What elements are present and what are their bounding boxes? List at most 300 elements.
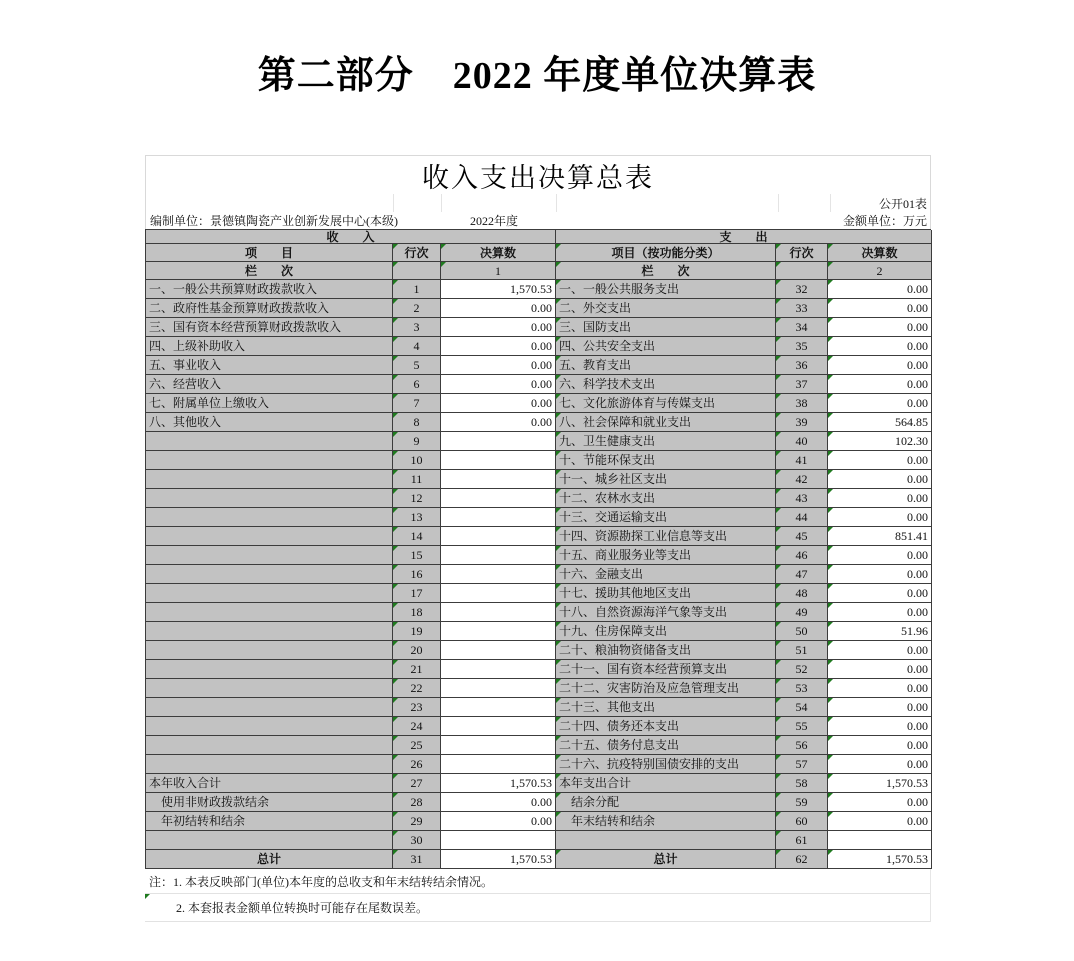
expense-rowno-cell bbox=[776, 337, 828, 356]
green-corner-icon bbox=[556, 299, 561, 304]
income-rowno-cell bbox=[393, 698, 441, 717]
income-amount-cell bbox=[441, 850, 556, 869]
green-corner-icon bbox=[393, 565, 398, 570]
green-corner-icon bbox=[393, 850, 398, 855]
expense-amount-cell bbox=[828, 850, 932, 869]
expense-amount-cell-text: 1,570.53 bbox=[886, 776, 928, 790]
green-corner-icon bbox=[556, 850, 561, 855]
expense-item-cell-text: 七、文化旅游体育与传媒支出 bbox=[559, 396, 716, 410]
green-corner-icon bbox=[828, 603, 833, 608]
green-corner-icon bbox=[776, 717, 781, 722]
grid-line bbox=[393, 194, 394, 212]
green-corner-icon bbox=[776, 641, 781, 646]
expense-item-cell-text: 总计 bbox=[653, 852, 678, 866]
income-item-cell-text: 一、一般公共预算财政拨款收入 bbox=[149, 282, 318, 296]
income-amount-cell bbox=[441, 793, 556, 812]
green-corner-icon bbox=[556, 641, 561, 646]
expense-item-cell bbox=[556, 622, 776, 641]
expense-lanci-header bbox=[556, 262, 776, 280]
green-corner-icon bbox=[393, 793, 398, 798]
income-rowno-cell bbox=[393, 565, 441, 584]
expense-item-cell-text: 六、科学技术支出 bbox=[559, 377, 656, 391]
expense-rowno-cell bbox=[776, 299, 828, 318]
income-amount-cell-text: 0.00 bbox=[531, 415, 552, 429]
income-rowno-cell-text: 22 bbox=[410, 681, 423, 695]
expense-rowno-cell bbox=[776, 774, 828, 793]
green-corner-icon bbox=[441, 262, 446, 267]
income-item-cell-text: 三、国有资本经营预算财政拨款收入 bbox=[149, 320, 342, 334]
green-corner-icon bbox=[393, 546, 398, 551]
expense-rowno-cell-text: 37 bbox=[795, 377, 808, 391]
expense-amount-cell-text: 0.00 bbox=[907, 396, 928, 410]
income-rowno-cell-text: 17 bbox=[410, 586, 423, 600]
expense-rowno-cell-text: 43 bbox=[795, 491, 808, 505]
expense-item-cell-text: 十五、商业服务业等支出 bbox=[559, 548, 692, 562]
expense-item-cell bbox=[556, 356, 776, 375]
expense-item-cell-text: 五、教育支出 bbox=[559, 358, 632, 372]
expense-rowno-cell bbox=[776, 736, 828, 755]
expense-item-cell-text: 十九、住房保障支出 bbox=[559, 624, 668, 638]
income-amount-cell bbox=[441, 451, 556, 470]
expense-rowno-cell-text: 56 bbox=[795, 738, 808, 752]
income-item-header bbox=[146, 244, 393, 262]
expense-rowno-cell-text: 40 bbox=[795, 434, 808, 448]
green-corner-icon bbox=[556, 793, 561, 798]
green-corner-icon bbox=[828, 318, 833, 323]
expense-item-cell bbox=[556, 375, 776, 394]
expense-rowno-header-label: 行次 bbox=[789, 245, 814, 260]
expense-rowno-cell-text: 61 bbox=[795, 833, 808, 847]
income-rowno-cell bbox=[393, 793, 441, 812]
expense-item-cell-text: 二十二、灾害防治及应急管理支出 bbox=[559, 681, 740, 695]
expense-amount-cell-text: 564.85 bbox=[895, 415, 928, 429]
expense-amount-cell bbox=[828, 793, 932, 812]
expense-rowno-cell bbox=[776, 850, 828, 869]
expense-amount-cell-text: 0.00 bbox=[907, 700, 928, 714]
expense-rowno-cell bbox=[776, 280, 828, 299]
expense-amount-cell bbox=[828, 432, 932, 451]
table-notes bbox=[145, 869, 931, 922]
expense-amount-cell bbox=[828, 774, 932, 793]
income-rowno-cell bbox=[393, 394, 441, 413]
income-rowno-cell-text: 19 bbox=[410, 624, 423, 638]
green-corner-icon bbox=[776, 660, 781, 665]
income-item-cell bbox=[146, 641, 393, 660]
green-corner-icon bbox=[556, 622, 561, 627]
income-item-cell bbox=[146, 774, 393, 793]
income-rowno-cell bbox=[393, 546, 441, 565]
green-corner-icon bbox=[556, 812, 561, 817]
green-corner-icon bbox=[828, 717, 833, 722]
expense-amount-cell-text: 0.00 bbox=[907, 795, 928, 809]
expense-rowno-cell bbox=[776, 489, 828, 508]
green-corner-icon bbox=[393, 508, 398, 513]
expense-item-cell bbox=[556, 413, 776, 432]
green-corner-icon bbox=[828, 375, 833, 380]
expense-rowno-cell-text: 32 bbox=[795, 282, 808, 296]
income-item-cell bbox=[146, 470, 393, 489]
expense-amount-cell bbox=[828, 717, 932, 736]
expense-item-cell bbox=[556, 394, 776, 413]
income-item-cell bbox=[146, 375, 393, 394]
green-corner-icon bbox=[393, 432, 398, 437]
expense-amount-cell-text: 0.00 bbox=[907, 567, 928, 581]
expense-amount-header-label: 决算数 bbox=[861, 245, 898, 260]
table-prehead bbox=[145, 155, 931, 229]
income-lanci-header bbox=[146, 262, 393, 280]
green-corner-icon bbox=[828, 432, 833, 437]
green-corner-icon bbox=[556, 736, 561, 741]
expense-amount-cell bbox=[828, 375, 932, 394]
green-corner-icon bbox=[828, 755, 833, 760]
green-corner-icon bbox=[776, 299, 781, 304]
income-rowno-cell-text: 25 bbox=[410, 738, 423, 752]
income-amount-cell bbox=[441, 489, 556, 508]
income-rowno-cell-text: 11 bbox=[410, 472, 423, 486]
green-corner-icon bbox=[828, 774, 833, 779]
expense-item-cell bbox=[556, 717, 776, 736]
expense-rowno-cell bbox=[776, 318, 828, 337]
income-rowno-cell bbox=[393, 432, 441, 451]
expense-amount-cell-text: 0.00 bbox=[907, 510, 928, 524]
income-rowno-cell bbox=[393, 736, 441, 755]
expense-item-cell-text: 十七、援助其他地区支出 bbox=[559, 586, 692, 600]
expense-amount-cell bbox=[828, 584, 932, 603]
expense-rowno-cell-text: 45 bbox=[795, 529, 808, 543]
green-corner-icon bbox=[828, 413, 833, 418]
expense-amount-cell-text: 0.00 bbox=[907, 282, 928, 296]
expense-rowno-cell-text: 54 bbox=[795, 700, 808, 714]
note-text: 2. 本套报表金额单位转换时可能存在尾数误差。 bbox=[176, 901, 429, 915]
green-corner-icon bbox=[393, 755, 398, 760]
expense-rowno-cell bbox=[776, 527, 828, 546]
expense-item-cell-text: 二十六、抗疫特别国债安排的支出 bbox=[559, 757, 740, 771]
green-corner-icon bbox=[828, 244, 833, 249]
income-amount-cell bbox=[441, 812, 556, 831]
note-text: 注：1. 本表反映部门(单位)本年度的总收支和年末结转结余情况。 bbox=[149, 874, 493, 889]
income-rowno-cell-text: 18 bbox=[410, 605, 423, 619]
green-corner-icon bbox=[776, 812, 781, 817]
expense-rowno-cell bbox=[776, 546, 828, 565]
income-rowno-cell-text: 15 bbox=[410, 548, 423, 562]
expense-rowno-cell bbox=[776, 603, 828, 622]
expense-rowno-cell bbox=[776, 508, 828, 527]
green-corner-icon bbox=[556, 774, 561, 779]
green-corner-icon bbox=[393, 299, 398, 304]
expense-rowno-cell bbox=[776, 375, 828, 394]
green-corner-icon bbox=[776, 622, 781, 627]
income-item-cell bbox=[146, 451, 393, 470]
income-col-index-cell bbox=[441, 262, 556, 280]
income-item-cell bbox=[146, 280, 393, 299]
expense-item-cell bbox=[556, 850, 776, 869]
fiscal-year: 2022年度 bbox=[470, 214, 519, 228]
income-item-cell-text: 使用非财政拨款结余 bbox=[161, 795, 270, 809]
income-amount-cell-text: 0.00 bbox=[531, 396, 552, 410]
green-corner-icon bbox=[828, 280, 833, 285]
income-col-index: 1 bbox=[495, 263, 501, 278]
income-rowno-cell bbox=[393, 299, 441, 318]
note-line bbox=[145, 894, 930, 922]
green-corner-icon bbox=[556, 244, 561, 249]
expense-rowno-cell bbox=[776, 831, 828, 850]
expense-item-cell bbox=[556, 641, 776, 660]
green-corner-icon bbox=[776, 508, 781, 513]
green-corner-icon bbox=[776, 679, 781, 684]
green-corner-icon bbox=[556, 717, 561, 722]
expense-amount-cell bbox=[828, 356, 932, 375]
income-item-cell bbox=[146, 717, 393, 736]
expense-item-cell bbox=[556, 280, 776, 299]
green-corner-icon bbox=[828, 698, 833, 703]
expense-item-cell-text: 八、社会保障和就业支出 bbox=[559, 415, 692, 429]
green-corner-icon bbox=[393, 244, 398, 249]
income-item-cell-text: 二、政府性基金预算财政拨款收入 bbox=[149, 301, 330, 315]
expense-amount-cell-text: 0.00 bbox=[907, 586, 928, 600]
income-rowno-cell-text: 8 bbox=[413, 415, 420, 429]
green-corner-icon bbox=[776, 736, 781, 741]
expense-amount-cell bbox=[828, 299, 932, 318]
income-amount-cell bbox=[441, 337, 556, 356]
expense-rowno-cell bbox=[776, 698, 828, 717]
green-corner-icon bbox=[393, 318, 398, 323]
green-corner-icon bbox=[776, 337, 781, 342]
green-corner-icon bbox=[776, 244, 781, 249]
expense-amount-cell bbox=[828, 831, 932, 850]
expense-rowno-cell-text: 53 bbox=[795, 681, 808, 695]
expense-item-cell-text: 九、卫生健康支出 bbox=[559, 434, 656, 448]
income-item-header-label: 项 目 bbox=[244, 245, 293, 260]
green-corner-icon bbox=[776, 451, 781, 456]
expense-amount-cell-text: 0.00 bbox=[907, 320, 928, 334]
income-amount-cell bbox=[441, 413, 556, 432]
green-corner-icon bbox=[828, 394, 833, 399]
income-rowno-cell bbox=[393, 755, 441, 774]
expense-item-cell-text: 一、一般公共服务支出 bbox=[559, 282, 680, 296]
green-corner-icon bbox=[556, 679, 561, 684]
green-corner-icon bbox=[828, 793, 833, 798]
expense-lanci-label: 栏 次 bbox=[641, 263, 690, 278]
prepared-by-row bbox=[146, 212, 930, 229]
green-corner-icon bbox=[556, 527, 561, 532]
green-corner-icon bbox=[828, 262, 833, 267]
green-corner-icon bbox=[556, 262, 561, 267]
expense-item-cell bbox=[556, 584, 776, 603]
expense-amount-cell bbox=[828, 679, 932, 698]
income-item-cell-text: 五、事业收入 bbox=[149, 358, 222, 372]
green-corner-icon bbox=[828, 546, 833, 551]
income-rowno-cell-text: 5 bbox=[413, 358, 420, 372]
income-item-cell-text: 六、经营收入 bbox=[149, 377, 222, 391]
income-lanci-label: 栏 次 bbox=[244, 263, 293, 278]
income-rowno-cell bbox=[393, 375, 441, 394]
income-rowno-cell-text: 29 bbox=[410, 814, 423, 828]
expense-rowno-cell-text: 35 bbox=[795, 339, 808, 353]
income-item-cell bbox=[146, 527, 393, 546]
expense-rowno-cell-text: 58 bbox=[795, 776, 808, 790]
green-corner-icon bbox=[828, 679, 833, 684]
income-item-cell bbox=[146, 356, 393, 375]
income-rowno-cell bbox=[393, 622, 441, 641]
expense-rowno-cell-text: 38 bbox=[795, 396, 808, 410]
green-corner-icon bbox=[828, 812, 833, 817]
expense-item-header-label: 项目（按功能分类） bbox=[611, 245, 720, 260]
income-item-cell bbox=[146, 622, 393, 641]
income-amount-cell-text: 1,570.53 bbox=[510, 852, 552, 866]
income-rowno-cell-text: 10 bbox=[410, 453, 423, 467]
expense-amount-cell bbox=[828, 394, 932, 413]
grid-line bbox=[556, 194, 557, 212]
income-rowno-cell bbox=[393, 470, 441, 489]
income-rowno-cell bbox=[393, 489, 441, 508]
income-item-cell bbox=[146, 299, 393, 318]
income-amount-cell bbox=[441, 318, 556, 337]
income-item-cell-text: 八、其他收入 bbox=[149, 415, 222, 429]
expense-rowno-cell-text: 48 bbox=[795, 586, 808, 600]
table-grid bbox=[145, 229, 931, 869]
expense-amount-cell-text: 0.00 bbox=[907, 491, 928, 505]
green-corner-icon bbox=[393, 489, 398, 494]
income-amount-cell-text: 1,570.53 bbox=[510, 282, 552, 296]
income-item-cell bbox=[146, 318, 393, 337]
green-corner-icon bbox=[393, 641, 398, 646]
green-corner-icon bbox=[828, 489, 833, 494]
income-item-cell bbox=[146, 603, 393, 622]
green-corner-icon bbox=[828, 527, 833, 532]
expense-amount-cell-text: 0.00 bbox=[907, 358, 928, 372]
expense-rowno-cell-text: 51 bbox=[795, 643, 808, 657]
income-amount-cell bbox=[441, 736, 556, 755]
income-amount-cell bbox=[441, 698, 556, 717]
income-rowno-cell-text: 6 bbox=[413, 377, 420, 391]
income-rowno-cell-text: 21 bbox=[410, 662, 423, 676]
income-amount-cell-text: 0.00 bbox=[531, 377, 552, 391]
income-amount-header-label: 决算数 bbox=[479, 245, 516, 260]
expense-item-cell bbox=[556, 603, 776, 622]
expense-rowno-cell-text: 55 bbox=[795, 719, 808, 733]
note-line bbox=[145, 869, 930, 894]
expense-item-cell bbox=[556, 698, 776, 717]
green-corner-icon bbox=[556, 508, 561, 513]
grid-line bbox=[778, 194, 779, 212]
expense-amount-cell-text: 0.00 bbox=[907, 757, 928, 771]
income-amount-cell bbox=[441, 584, 556, 603]
income-rowno-cell bbox=[393, 413, 441, 432]
expense-amount-cell-text: 0.00 bbox=[907, 605, 928, 619]
green-corner-icon bbox=[556, 565, 561, 570]
green-corner-icon bbox=[776, 432, 781, 437]
expense-amount-cell bbox=[828, 489, 932, 508]
green-corner-icon bbox=[393, 470, 398, 475]
green-corner-icon bbox=[828, 641, 833, 646]
income-amount-cell-text: 0.00 bbox=[531, 358, 552, 372]
green-corner-icon bbox=[776, 489, 781, 494]
expense-item-cell bbox=[556, 318, 776, 337]
income-rowno-cell bbox=[393, 451, 441, 470]
expense-rowno-cell-text: 42 bbox=[795, 472, 808, 486]
income-rowno-cell bbox=[393, 774, 441, 793]
expense-amount-cell bbox=[828, 565, 932, 584]
green-corner-icon bbox=[828, 584, 833, 589]
expense-item-header bbox=[556, 244, 776, 262]
expense-item-cell bbox=[556, 755, 776, 774]
expense-rowno-cell bbox=[776, 470, 828, 489]
expense-amount-cell bbox=[828, 755, 932, 774]
green-corner-icon bbox=[776, 394, 781, 399]
expense-rowno-cell bbox=[776, 356, 828, 375]
expense-amount-cell-text: 0.00 bbox=[907, 472, 928, 486]
expense-item-cell bbox=[556, 451, 776, 470]
expense-item-cell bbox=[556, 470, 776, 489]
income-item-cell bbox=[146, 793, 393, 812]
income-amount-cell bbox=[441, 508, 556, 527]
income-rowno-cell bbox=[393, 831, 441, 850]
green-corner-icon bbox=[828, 508, 833, 513]
expense-amount-cell bbox=[828, 413, 932, 432]
green-corner-icon bbox=[145, 894, 150, 899]
expense-amount-header bbox=[828, 244, 932, 262]
green-corner-icon bbox=[556, 451, 561, 456]
income-rowno-cell bbox=[393, 679, 441, 698]
income-amount-cell-text: 0.00 bbox=[531, 339, 552, 353]
income-rowno-cell bbox=[393, 603, 441, 622]
expense-item-cell-text: 四、公共安全支出 bbox=[559, 339, 656, 353]
expense-rowno-cell bbox=[776, 432, 828, 451]
green-corner-icon bbox=[776, 546, 781, 551]
expense-item-cell-text: 本年支出合计 bbox=[559, 776, 632, 790]
green-corner-icon bbox=[556, 394, 561, 399]
expense-rowno-header bbox=[776, 244, 828, 262]
green-corner-icon bbox=[776, 318, 781, 323]
income-item-cell bbox=[146, 337, 393, 356]
expense-amount-cell-text: 0.00 bbox=[907, 814, 928, 828]
report-table bbox=[145, 155, 931, 922]
income-section-label: 收 入 bbox=[326, 230, 375, 244]
expense-item-cell bbox=[556, 299, 776, 318]
green-corner-icon bbox=[556, 584, 561, 589]
green-corner-icon bbox=[776, 375, 781, 380]
income-rowno-cell-text: 3 bbox=[413, 320, 420, 334]
income-amount-cell bbox=[441, 565, 556, 584]
expense-item-cell-text: 年末结转和结余 bbox=[571, 814, 656, 828]
income-amount-cell bbox=[441, 299, 556, 318]
expense-amount-cell-text: 0.00 bbox=[907, 719, 928, 733]
income-amount-cell bbox=[441, 622, 556, 641]
expense-lanci-rowno-cell bbox=[776, 262, 828, 280]
green-corner-icon bbox=[828, 337, 833, 342]
expense-item-cell bbox=[556, 736, 776, 755]
green-corner-icon bbox=[556, 660, 561, 665]
expense-amount-cell bbox=[828, 451, 932, 470]
green-corner-icon bbox=[828, 470, 833, 475]
green-corner-icon bbox=[556, 603, 561, 608]
sheet-number: 公开01表 bbox=[878, 196, 927, 211]
green-corner-icon bbox=[393, 280, 398, 285]
income-rowno-cell-text: 9 bbox=[413, 434, 420, 448]
expense-amount-cell-text: 0.00 bbox=[907, 453, 928, 467]
expense-item-cell bbox=[556, 774, 776, 793]
income-amount-cell bbox=[441, 831, 556, 850]
green-corner-icon bbox=[828, 850, 833, 855]
income-rowno-header-label: 行次 bbox=[404, 245, 429, 260]
green-corner-icon bbox=[556, 280, 561, 285]
green-corner-icon bbox=[393, 413, 398, 418]
green-corner-icon bbox=[393, 451, 398, 456]
green-corner-icon bbox=[776, 831, 781, 836]
expense-rowno-cell bbox=[776, 451, 828, 470]
green-corner-icon bbox=[556, 546, 561, 551]
table-title: 收入支出决算总表 bbox=[422, 162, 654, 193]
